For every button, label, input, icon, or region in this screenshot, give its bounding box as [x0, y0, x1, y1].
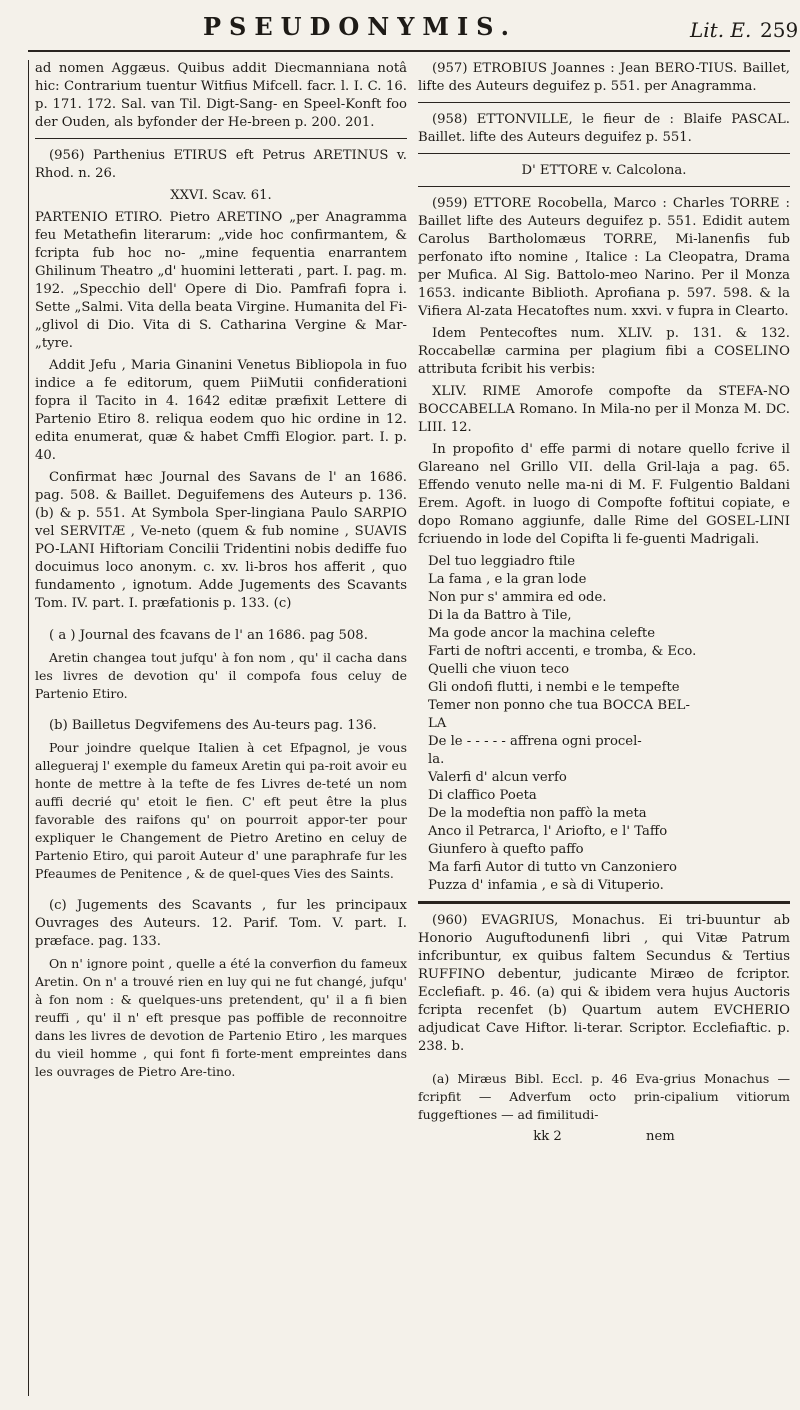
verse-line: Quelli che viuon teco [428, 662, 570, 677]
right-column [418, 60, 790, 1396]
quoted-title: XLIV. RIME Amorofe compofte da STEFA-NO BOCCABELLA Romano. In Mila-no per il Monza M. DC. LIII. 12. [418, 384, 790, 435]
divider [418, 153, 790, 154]
divider [418, 102, 790, 103]
entry-956: (956) Parthenius ETIRUS eft Petrus ARETINUS v. Rhod. n. 26. [35, 148, 407, 181]
footnote-a: (a) Miræus Bibl. Eccl. p. 46 Eva-grius Monachus — fcripfit — Adverfum octo prin-cipalium vitiorum fuggeftiones — ad fimilitudi- [418, 1071, 790, 1122]
verse-line: La fama , e la gran lode [428, 572, 587, 587]
footnote-c: (c) Jugements des Scavants , fur les principaux Ouvrages des Auteurs. 12. Parif. Tom. V. part. I. præface. pag. 133. [35, 898, 407, 949]
catchword: nem [645, 1129, 675, 1144]
left-column [28, 60, 407, 1396]
divider [35, 138, 407, 139]
paragraph: Confirmat hæc Journal des Savans de l' an 1686. pag. 508. & Baillet. Deguifemens des Auteurs p. 136. (b) & p. 551. At Symbola Sper-lingiana Paulo SARPIO vel SERVITÆ , Ve-neto (quem & fub nomine , SUAVIS PO-LANI Hiftoriam Concilii Tridentini nobis dediffe fuo docuimus loco anonym. c. xv. li-bros hos afferit , quo fundamento , ignotum. Adde Jugements des Scavants Tom. IV. part. I. præfationis p. 133. (c) [35, 470, 407, 611]
verse-line: Non pur s' ammira ed ode. [428, 590, 607, 605]
paragraph: Idem Pentecoftes num. XLIV. p. 131. & 132. Roccabellæ carmina per plagium fibi a COSELINO attributa fcribit his verbis: [418, 326, 790, 377]
page-number: 259 [760, 18, 799, 42]
verse-line: Gli ondofi flutti, i nembi e le tempefte [428, 680, 680, 695]
footnote-b-text: Pour joindre quelque Italien à cet Efpagnol, je vous allegueraj l' exemple du fameux Aretin qui pa-roit avoir eu honte de mettre à la tefte de fes Livres de-teté un nom auffi decrié qu' etoit le fien. C' eft peut être la plus favorable des raifons qu' on pourroit appor-ter pour expliquer le Changement de Pietro Aretino en celuy de Partenio Etiro, qui paroit Auteur d' une paraphrafe fur les Pfeaumes de Penitence , & de quel-ques Vies des Saints. [35, 740, 407, 881]
verse-line: Di la da Battro à Tile, [428, 608, 572, 623]
verse-line: Valerfi d' alcun verfo [428, 770, 567, 785]
footnote-a: ( a ) Journal des fcavans de l' an 1686. pag 508. [49, 628, 368, 643]
verse-line: Giunfero à quefto paffo [428, 842, 584, 857]
reference-line: XXVI. Scav. 61. [170, 188, 272, 203]
footnote-a-text: Aretin changea tout jufqu' à fon nom , qu' il cacha dans les livres de devotion qu' il compofa fous celuy de Partenio Etiro. [35, 650, 407, 701]
verse-line: De le - - - - - affrena ogni procel- [428, 734, 642, 749]
quoted-paragraph: PARTENIO ETIRO. Pietro ARETINO „per Anagramma feu Metathefin literarum: „vide hoc confirmantem, & fcripta fub hoc no- „mine fequentia enarrantem Ghilinum Theatro „d' huomini letterati , part. I. pag. m. 192. „Specchio dell' Opere di Dio. Pamfrafi fopra i. Sette „Salmi. Vita della beata Virgine. Humanita del Fi- „glivol di Dio. Vita di S. Catharina Vergine & Mar- „tyre. [35, 210, 407, 351]
verse-line: Ma gode ancor la machina celefte [428, 626, 656, 641]
entry-958: (958) ETTONVILLE, le fieur de : Blaife PASCAL. Baillet. lifte des Auteurs deguifez p. 551. [418, 112, 790, 145]
verse-line: LA [428, 716, 447, 731]
section-label: Lit. E. [690, 18, 752, 42]
divider [418, 186, 790, 187]
paragraph: In propofito d' effe parmi di notare quello fcrive il Glareano nel Grillo VII. della Gril-laja a pag. 65. Effendo venuto nelle ma-ni di M. F. Fulgentio Baldani Erem. Agoft. in luogo di Compofte foftitui copiate, e dopo Romano aggiunfe, dalle Rime del GOSEL-LINI fcriuendo in lode del Copifta li fe-guenti Madrigali. [418, 442, 790, 547]
cross-reference: D' ETTORE v. Calcolona. [521, 163, 687, 178]
entry-957: (957) ETROBIUS Joannes : Jean BERO-TIUS. Baillet, lifte des Auteurs deguifez p. 551. per Anagramma. [418, 61, 790, 94]
entry-959: (959) ETTORE Rocobella, Marco : Charles TORRE : Baillet lifte des Auteurs deguifez p. 551. Edidit autem Carolus Bartholomæus TORRE, Mi-lanenfis fub perfonato ifto nomine , Italice : La Cleopatra, Drama per Mufica. Al Sig. Battolo-meo Narino. Per il Monza 1653. indicante Biblioth. Aprofiana p. 597. 598. & la Vifiera Al-zata Hecatoftes num. xxvi. v fupra in Clearto. [418, 196, 790, 319]
footnote-b: (b) Bailletus Degvifemens des Au-teurs pag. 136. [49, 718, 377, 733]
verse-line: Temer non ponno che tua BOCCA BEL- [428, 698, 690, 713]
verse-line: Di claffico Poeta [428, 788, 537, 803]
verse-line: Ma farfi Autor di tutto vn Canzoniero [428, 860, 677, 875]
running-title: PSEUDONYMIS. [202, 12, 517, 41]
entry-960: (960) EVAGRIUS, Monachus. Ei tri-buuntur ab Honorio Auguftodunenfi libri , qui Vitæ Patrum infcribuntur, ex quibus faltem Secundus & Tertius RUFFINO debentur, judicante Miræo de fcriptor. Ecclefiaft. p. 46. (a) qui & ibidem vera hujus Auctoris fcripta recenfet (b) Quartum autem EVCHERIO adjudicat Cave Hiftor. li-terar. Scriptor. Ecclefiaftic. p. 238. b. [418, 913, 790, 1054]
verse-line: Del tuo leggiadro ftile [428, 554, 575, 569]
signature-mark [418, 1128, 790, 1146]
verse-line: la. [428, 752, 445, 767]
verse-line: Puzza d' infamia , e sà di Vituperio. [428, 878, 664, 893]
madrigal-verse [418, 553, 790, 895]
header-rule [28, 50, 790, 52]
entry-continuation: ad nomen Aggæus. Quibus addit Diecmanniana notâ hic: Contrarium tuentur Witfius Mifcell. facr. l. I. C. 16. p. 171. 172. Sal. van Til. Digt-Sang- en Speel-Konft foo der Ouden, als byfonder der He-breen p. 200. 201. [35, 61, 407, 130]
footnote-c-text: On n' ignore point , quelle a été la converfion du fameux Aretin. On n' a trouvé rien en luy qui ne fut changé, jufqu' à fon nom : & quelques-uns pretendent, qu' il a fi bien reuffi , qu' il n' eft presque pas poffible de reconnoitre dans les livres de devotion de Partenio Etiro , les marques du vieil homme , qui font fi forte-ment empreintes dans les ouvrages de Pietro Are-tino. [35, 956, 407, 1079]
paragraph: Addit Jefu , Maria Ginanini Venetus Bibliopola in fuo indice a fe editorum, quem PiiMutii confiderationi fopra il Tacito in 4. 1642 editæ præfixit Lettere di Partenio Etiro 8. reliqua eodem quo hic ordine in 12. edita enumerat, quæ & habet Cmffi Elogior. part. I. p. 40. [35, 358, 407, 463]
verse-line: Farti de noftri accenti, e tromba, & Eco. [428, 644, 697, 659]
verse-line: De la modeftia non paffò la meta [428, 806, 647, 821]
running-header [0, 12, 800, 52]
divider [418, 901, 790, 904]
signature: kk 2 [533, 1129, 562, 1144]
verse-line: Anco il Petrarca, l' Ariofto, e l' Taffo [428, 824, 668, 839]
